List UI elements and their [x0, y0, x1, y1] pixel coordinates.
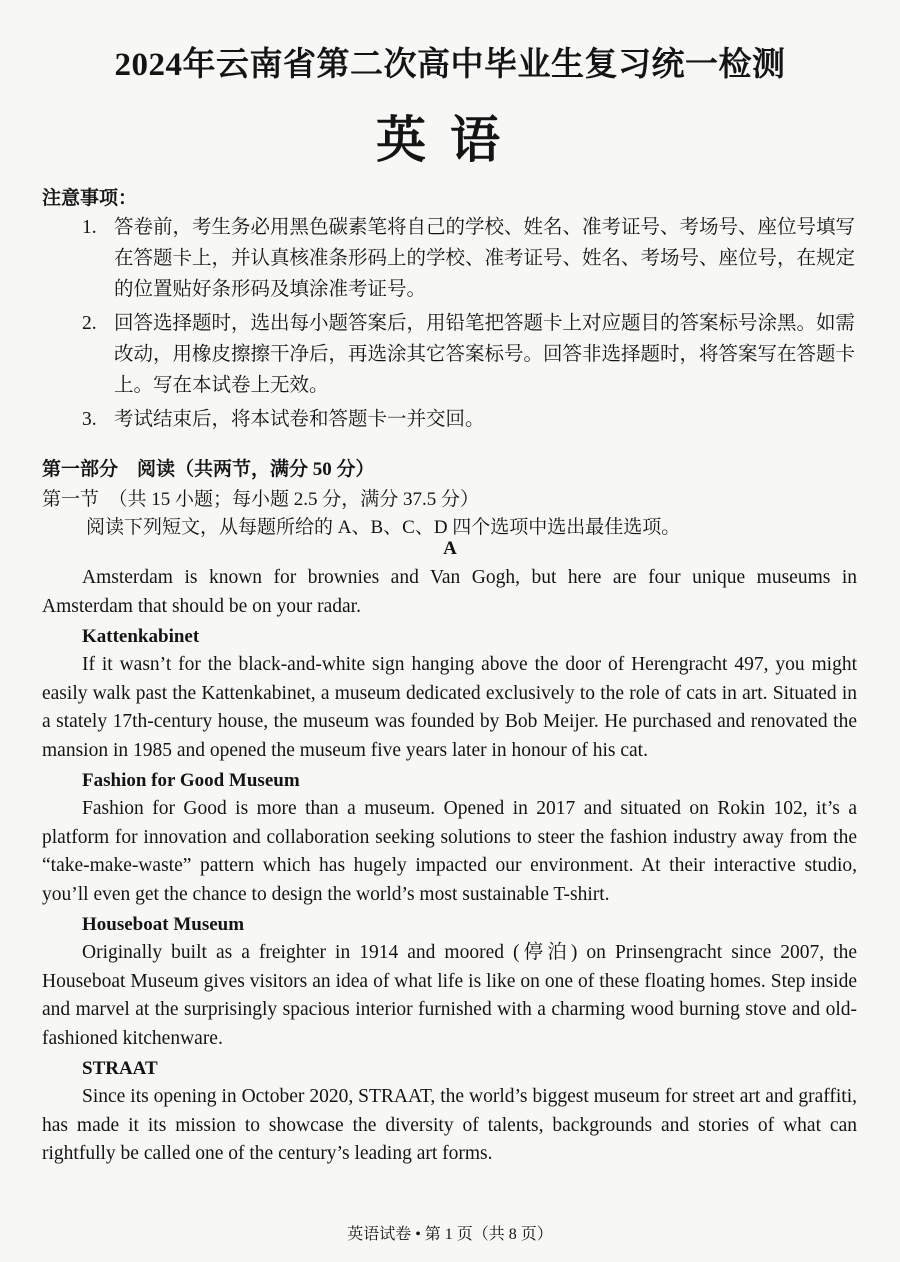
notice-item: [82, 308, 862, 401]
bleed-through-texture: [560, 10, 564, 28]
exam-title: 2024年云南省第二次高中毕业生复习统一检测: [114, 47, 786, 83]
museum-description: Fashion for Good is more than a museum. Opened in 2017 and situated on Rokin 102, it’s a platform for innovation and collaboration seeking solutions to steer the fashion industry away from the “take-make-waste” pattern which has hugely impacted our environment. At their interactive studio, you’ll even get the chance to design the world’s most sustainable T-shirt.: [42, 798, 857, 905]
museum-heading: STRAAT: [82, 1058, 158, 1079]
museum-heading: Fashion for Good Museum: [82, 770, 300, 791]
section-instruction: 阅读下列短文，从每题所给的 A、B、C、D 四个选项中选出最佳选项。: [86, 517, 681, 538]
notice-number: 2.: [82, 313, 97, 334]
notice-list: [82, 212, 862, 438]
museum-description: Since its opening in October 2020, STRAAT, the world’s biggest museum for street art and graffiti, has made it its mission to showcase the diversity of talents, backgrounds and stories of what can rightfully be called one of the century’s leading art forms.: [42, 1086, 857, 1164]
notice-heading: 注意事项：: [42, 188, 138, 209]
notice-item: [82, 212, 862, 305]
page-footer: 英语试卷 • 第 1 页（共 8 页）: [347, 1226, 553, 1243]
notice-text: 考试结束后，将本试卷和答题卡一并交回。: [114, 409, 485, 430]
reading-passage: [42, 564, 857, 1169]
notice-text: 答卷前，考生务必用黑色碳素笔将自己的学校、姓名、准考证号、考场号、座位号填写在答题卡上，并认真核准条形码上的学校、准考证号、姓名、考场号、座位号，在规定的位置贴好条形码及填涂准考证号。: [114, 217, 856, 300]
part-heading: 第一部分 阅读（共两节，满分 50 分）: [42, 459, 375, 480]
passage-label: A: [443, 538, 457, 559]
museum-heading: Houseboat Museum: [82, 914, 245, 935]
museum-description: Originally built as a freighter in 1914 and moored (停泊) on Prinsengracht since 2007, the Houseboat Museum gives visitors an idea of what life is like on one of these floating homes. Step inside and marvel at the surprisingly spacious interior furnished with a charming wood burning stove and old-fashioned kitchenware.: [42, 942, 857, 1049]
subject-title: 英语: [376, 112, 524, 168]
notice-item: [82, 404, 862, 435]
notice-number: 3.: [82, 409, 97, 430]
section-heading: 第一节 （共 15 小题；每小题 2.5 分，满分 37.5 分）: [42, 489, 480, 510]
passage-intro: Amsterdam is known for brownies and Van Gogh, but here are four unique museums in Amsterdam that should be on your radar.: [42, 567, 857, 617]
museum-heading: Kattenkabinet: [82, 626, 200, 647]
notice-text: 回答选择题时，选出每小题答案后，用铅笔把答题卡上对应题目的答案标号涂黑。如需改动，用橡皮擦擦干净后，再选涂其它答案标号。回答非选择题时，将答案写在答题卡上。写在本试卷上无效。: [114, 313, 856, 396]
notice-number: 1.: [82, 217, 97, 238]
museum-description: If it wasn’t for the black-and-white sign hanging above the door of Herengracht 497, you might easily walk past the Kattenkabinet, a museum dedicated exclusively to the role of cats in art. Situated in a stately 17th-century house, the museum was founded by Bob Meijer. He purchased and renovated the mansion in 1985 and opened the museum five years later in honour of his cat.: [42, 654, 857, 761]
